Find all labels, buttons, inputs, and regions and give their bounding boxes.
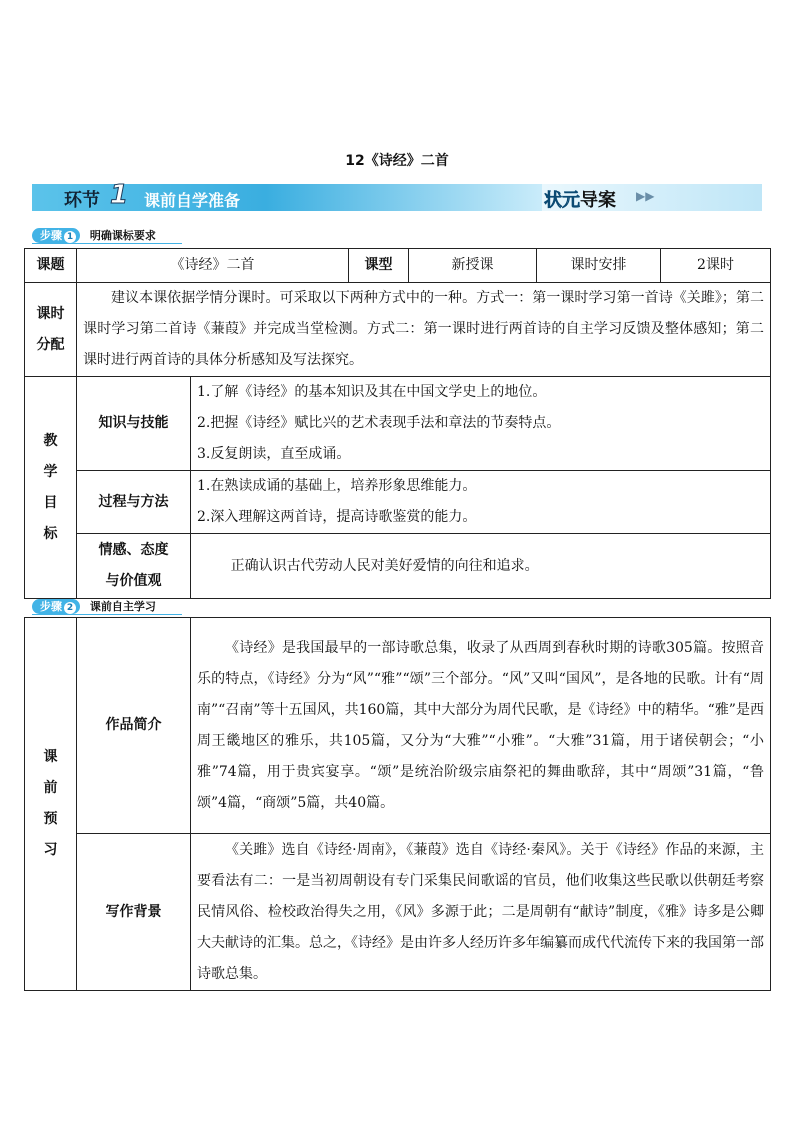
- list-item: 1.在熟读成诵的基础上，培养形象思维能力。: [197, 478, 477, 494]
- step-2-number: 2: [64, 602, 76, 614]
- lesson-goals-table: [24, 248, 771, 599]
- table-row: [25, 283, 771, 377]
- emotion-label-line-2: 与价值观: [105, 573, 162, 589]
- double-arrow-icon: ▶▶: [636, 189, 655, 203]
- intro-label: 作品简介: [77, 618, 191, 834]
- schedule-label: 课时安排: [537, 249, 661, 283]
- table-row: [25, 834, 771, 991]
- step-1-title: 明确课标要求: [89, 229, 156, 242]
- step-2-header: [32, 598, 156, 614]
- emotion-label: [77, 534, 191, 599]
- allocation-label: 课时分配: [25, 283, 77, 377]
- type-value: 新授课: [409, 249, 537, 283]
- list-item: 2.深入理解这两首诗，提高诗歌鉴赏的能力。: [197, 509, 477, 525]
- section-banner: [32, 180, 762, 211]
- step-2-title: 课前自主学习: [89, 600, 156, 613]
- background-text: 《关雎》选自《诗经·周南》，《蒹葭》选自《诗经·秦风》。关于《诗经》作品的来源，主要看法有二：一是当初周朝设有专门采集民间歌谣的官员，他们收集这些民歌以供朝廷考察民情风俗、检校政治得失之用，《风》多源于此；二是周朝有“献诗”制度，《雅》诗多是公卿大夫献诗的汇集。总之，《诗经》是由许多人经历许多年编纂而成代代流传下来的我国第一部诗歌总集。: [191, 834, 771, 991]
- process-items: [191, 471, 771, 534]
- banner-label: 环节: [64, 190, 100, 211]
- banner-guide-title: [544, 186, 616, 212]
- step-1-tag-label: 步骤: [40, 229, 62, 242]
- list-item: 1.了解《诗经》的基本知识及其在中国文学史上的地位。: [197, 384, 547, 400]
- intro-text: 《诗经》是我国最早的一部诗歌总集，收录了从西周到春秋时期的诗歌305篇。按照音乐的特点，《诗经》分为“风”“雅”“颂”三个部分。“风”又叫“国风”，是各地的民歌。计有“周南”“召南”等十五国风，共160篇，其中大部分为周代民歌，是《诗经》中的精华。“雅”是西周王畿地区的雅乐，共105篇，又分为“大雅”“小雅”。“大雅”31篇，用于诸侯朝会；“小雅”74篇，用于贵宾宴享。“颂”是统治阶级宗庙祭祀的舞曲歌辞，其中“周颂”31篇，“鲁颂”4篇，“商颂”5篇，共40篇。: [191, 618, 771, 834]
- emotion-text: 正确认识古代劳动人民对美好爱情的向往和追求。: [191, 534, 771, 599]
- process-label: 过程与方法: [77, 471, 191, 534]
- document-title: 12《诗经》二首: [345, 153, 449, 169]
- table-row: [25, 471, 771, 534]
- preview-label: 课前预习: [25, 618, 77, 991]
- banner-guide-prefix: 状元: [544, 190, 580, 211]
- table-row: [25, 534, 771, 599]
- step-2-underline: [32, 614, 182, 615]
- list-item: 2.把握《诗经》赋比兴的艺术表现手法和章法的节奏特点。: [197, 415, 561, 431]
- table-row: [25, 377, 771, 471]
- banner-guide-suffix: 导案: [580, 190, 616, 211]
- type-label: 课型: [349, 249, 409, 283]
- step-2-tag-label: 步骤: [40, 600, 62, 613]
- knowledge-items: [191, 377, 771, 471]
- banner-number: 1: [110, 180, 129, 210]
- step-1-tag: [32, 228, 80, 243]
- goals-label: 教学目标: [25, 377, 77, 599]
- topic-value: 《诗经》二首: [77, 249, 349, 283]
- step-2-tag: [32, 599, 80, 614]
- step-1-header: [32, 227, 156, 243]
- step-1-underline: [32, 243, 182, 244]
- emotion-label-line-1: 情感、态度: [98, 542, 169, 558]
- schedule-value: 2课时: [661, 249, 771, 283]
- banner-subtitle: 课前自学准备: [144, 191, 241, 210]
- allocation-text: 建议本课依据学情分课时。可采取以下两种方式中的一种。方式一：第一课时学习第一首诗《关雎》；第二课时学习第二首诗《蒹葭》并完成当堂检测。方式二：第一课时进行两首诗的自主学习反馈及整体感知；第二课时进行两首诗的具体分析感知及写法探究。: [77, 283, 771, 377]
- table-row: [25, 249, 771, 283]
- knowledge-label: 知识与技能: [77, 377, 191, 471]
- topic-label: 课题: [25, 249, 77, 283]
- table-row: [25, 618, 771, 834]
- step-1-number: 1: [64, 231, 76, 243]
- background-label: 写作背景: [77, 834, 191, 991]
- preview-table: [24, 617, 771, 991]
- list-item: 3.反复朗读，直至成诵。: [197, 446, 351, 462]
